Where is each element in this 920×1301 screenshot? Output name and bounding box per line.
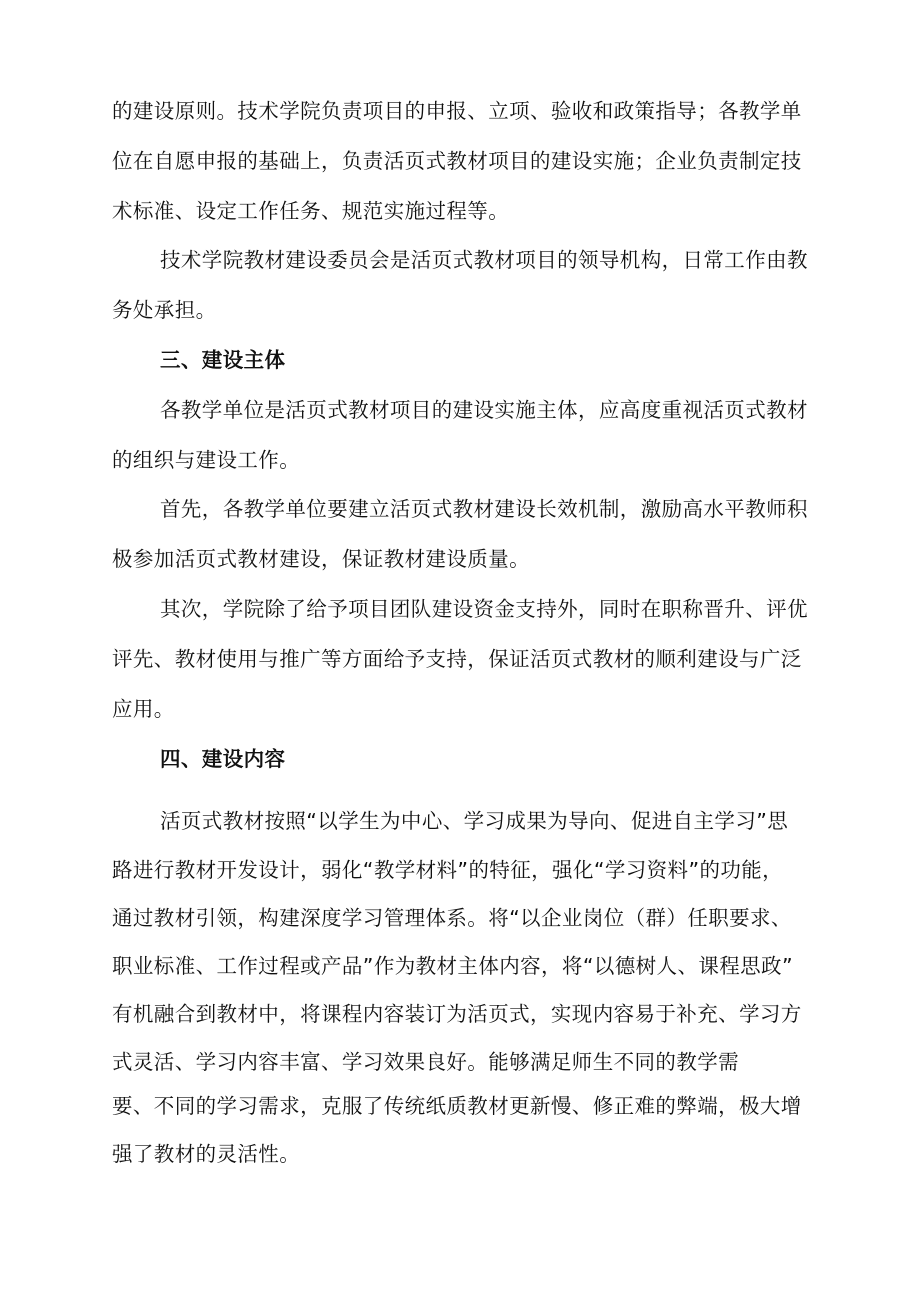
text-line: 评先、教材使用与推广等方面给予支持，保证活页式教材的顺利建设与广泛 xyxy=(112,647,802,671)
text-line: 式灵活、学习内容丰富、学习效果良好。能够满足师生不同的教学需 xyxy=(112,1050,739,1074)
text-line: 务处承担。 xyxy=(112,298,217,322)
text-line: 有机融合到教材中，将课程内容装订为活页式，实现内容易于补充、学习方 xyxy=(112,1002,802,1026)
section-heading: 三、建设主体 xyxy=(160,348,286,372)
text-line: 通过教材引领，构建深度学习管理体系。将“以企业岗位（群）任职要求、 xyxy=(112,906,792,930)
section-heading: 四、建设内容 xyxy=(160,747,286,771)
text-line: 的建设原则。技术学院负责项目的申报、立项、验收和政策指导；各教学单 xyxy=(112,99,802,123)
text-line: 位在自愿申报的基础上，负责活页式教材项目的建设实施；企业负责制定技 xyxy=(112,149,802,173)
text-line: 术标准、设定工作任务、规范实施过程等。 xyxy=(112,199,510,223)
text-line: 活页式教材按照“以学生为中心、学习成果为导向、促进自主学习”思 xyxy=(160,809,789,833)
text-line: 技术学院教材建设委员会是活页式教材项目的领导机构，日常工作由教 xyxy=(160,248,808,272)
text-line: 路进行教材开发设计，弱化“教学材料”的特征，强化“学习资料”的功能， xyxy=(112,858,784,882)
text-line: 的组织与建设工作。 xyxy=(112,448,301,472)
text-line: 首先，各教学单位要建立活页式教材建设长效机制，激励高水平教师积 xyxy=(160,497,808,521)
text-line: 极参加活页式教材建设，保证教材建设质量。 xyxy=(112,547,530,571)
text-line: 各教学单位是活页式教材项目的建设实施主体，应高度重视活页式教材 xyxy=(160,398,808,422)
text-line: 其次，学院除了给予项目团队建设资金支持外，同时在职称晋升、评优 xyxy=(160,597,808,621)
text-line: 强了教材的灵活性。 xyxy=(112,1142,301,1166)
text-line: 职业标准、工作过程或产品”作为教材主体内容，将“以德树人、课程思政” xyxy=(112,954,793,978)
text-line: 要、不同的学习需求，克服了传统纸质教材更新慢、修正难的弊端，极大增 xyxy=(112,1094,802,1118)
text-line: 应用。 xyxy=(112,697,175,721)
